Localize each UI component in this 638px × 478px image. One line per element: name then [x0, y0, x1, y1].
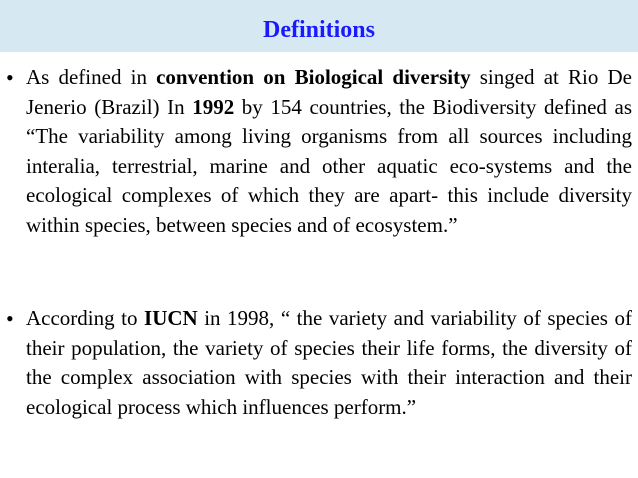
- text-segment: singed at Rio De Jenerio (Brazil) In: [26, 65, 632, 119]
- text-segment: by 154 countries, the Biodiversity defined as “The variability among living organisms from all sources including interalia, terrestrial, marine and other aquatic eco-systems and the ecological complexes of which they are apart- this include diversity within species, between species and of ecosystem.”: [26, 94, 632, 237]
- bullet-marker: •: [6, 306, 14, 331]
- text-segment: in 1998, “ the variety and variability of species of their population, the variety of species their life forms, the diversity of the complex association with species with their interaction and their ecological process which influences perform.”: [26, 306, 632, 419]
- text-segment: As defined in: [26, 65, 157, 89]
- text-segment-bold: convention on Biological diversity: [156, 65, 471, 89]
- bullet-item-1: [6, 63, 632, 240]
- bullet-text: [26, 304, 632, 422]
- bullet-text: [26, 63, 632, 240]
- text-segment-bold: 1992: [192, 94, 235, 119]
- text-segment-bold: IUCN: [144, 306, 198, 330]
- bullet-marker: •: [6, 65, 14, 90]
- bullet-item-2: [6, 304, 632, 422]
- text-segment: According to: [26, 306, 145, 330]
- slide-title: Definitions: [262, 17, 375, 43]
